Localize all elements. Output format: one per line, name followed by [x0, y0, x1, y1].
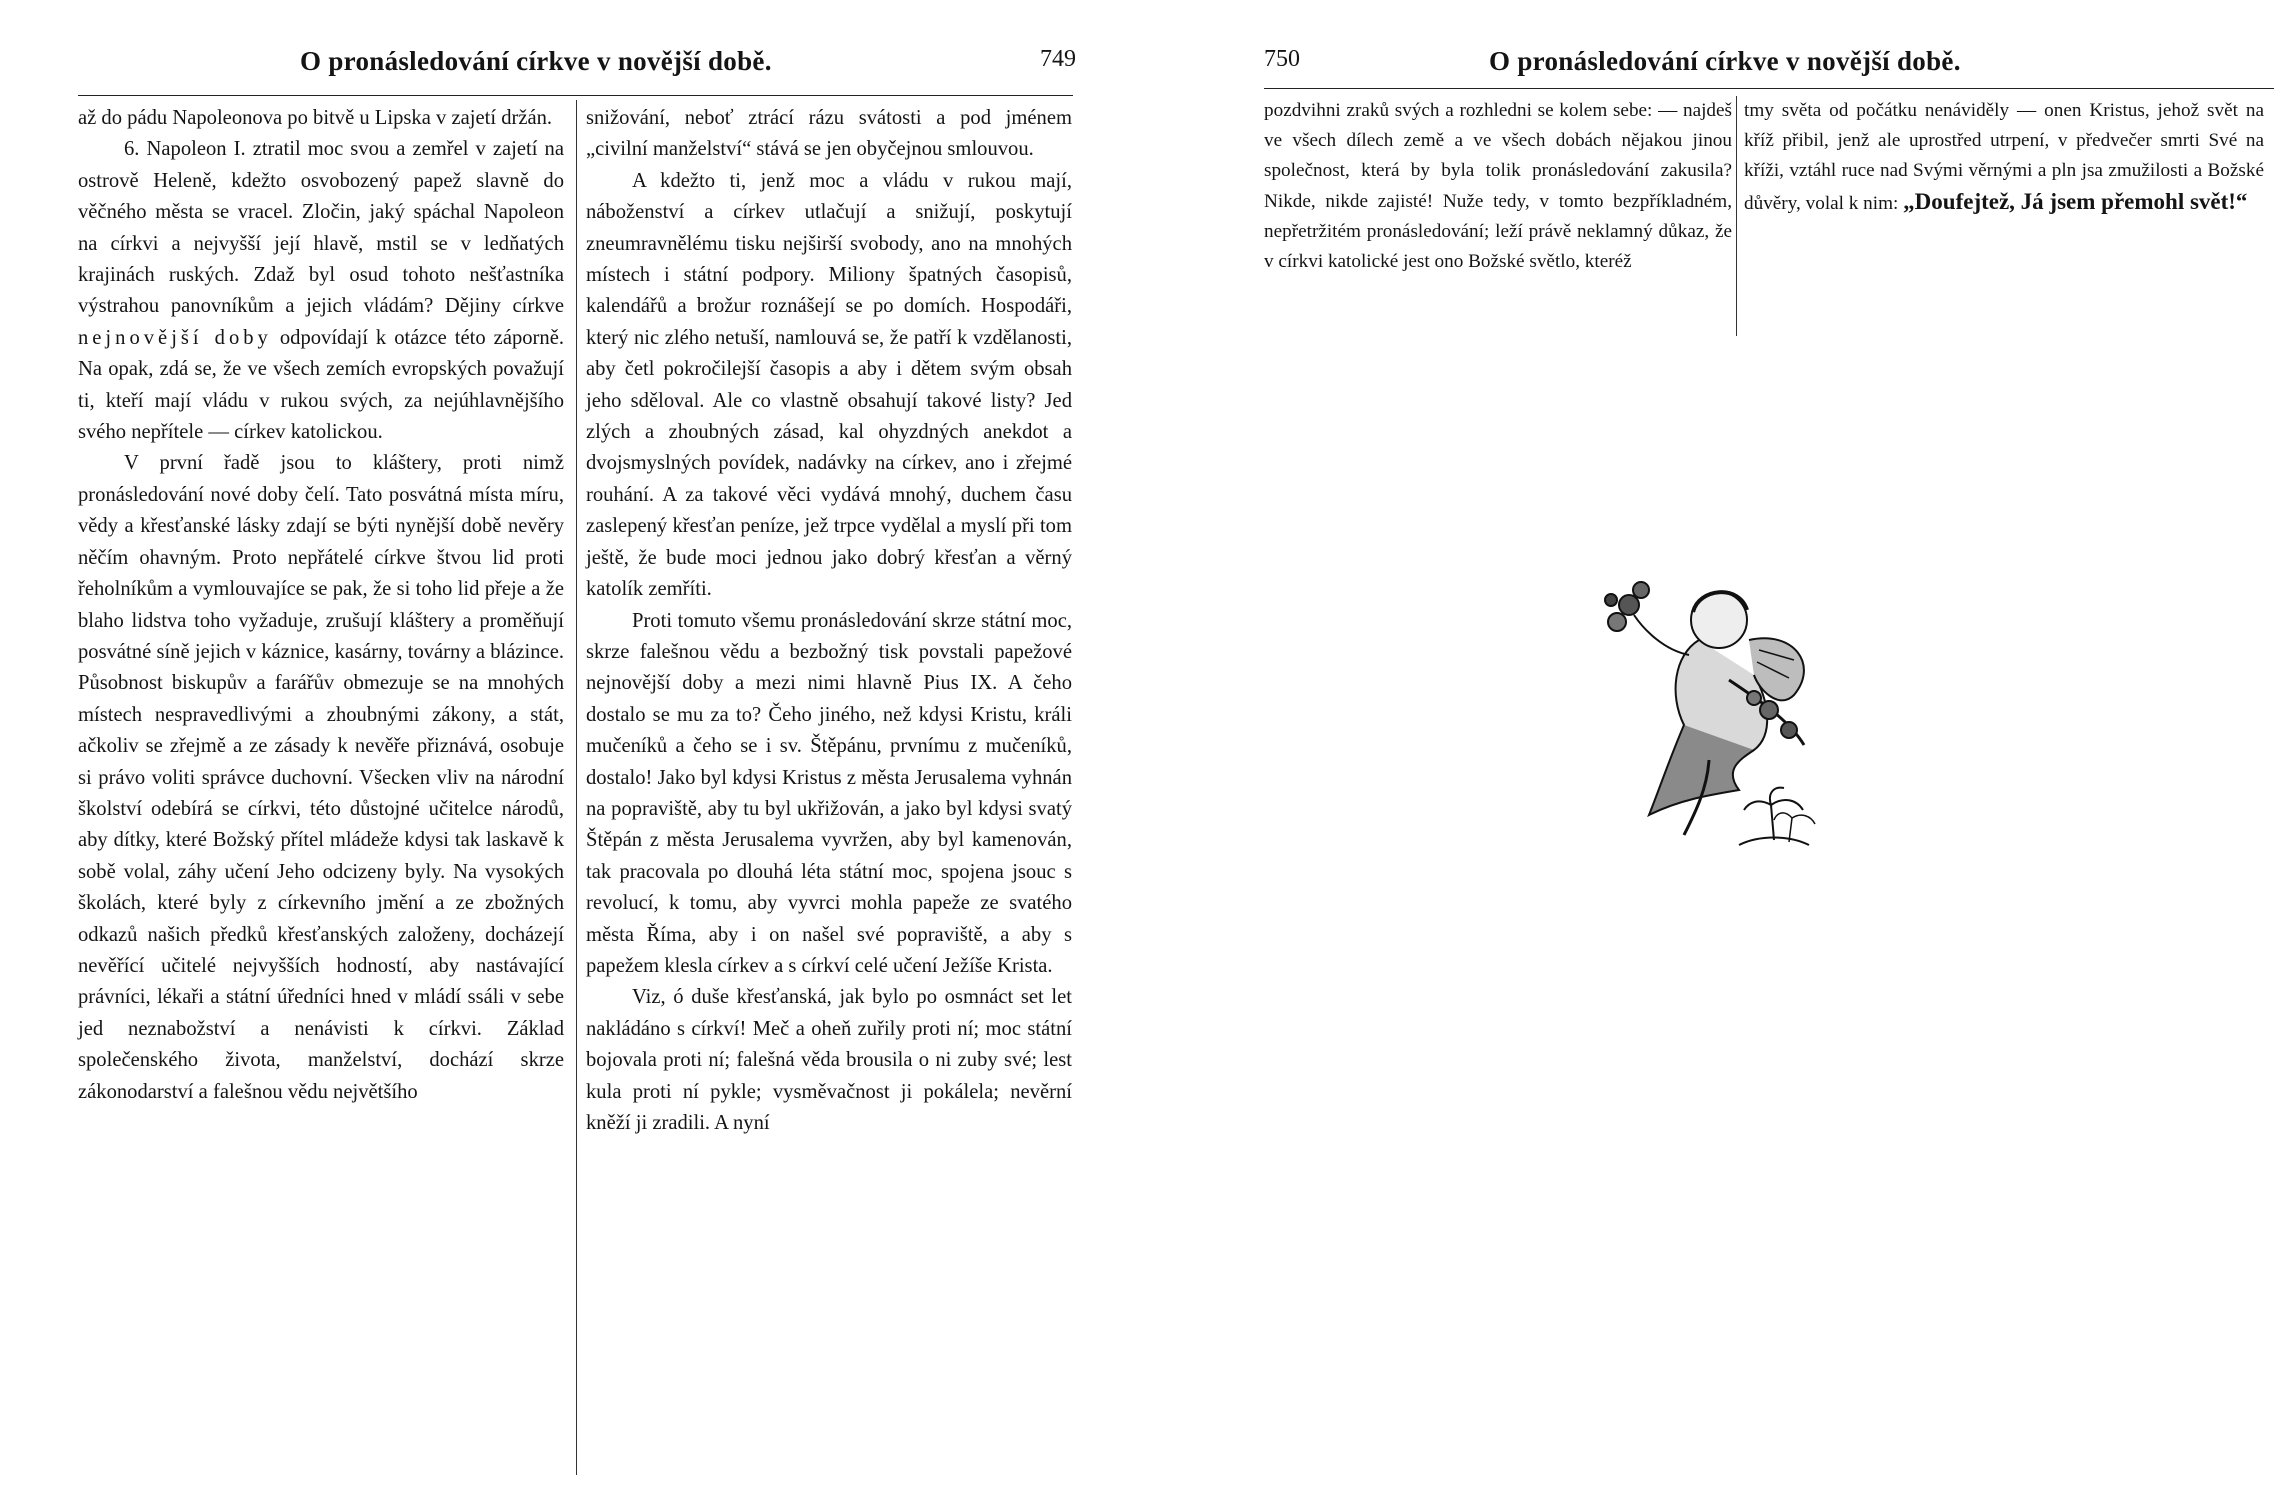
left-page-header — [300, 44, 860, 78]
left-running-title: O pronásledování církve v novější době. — [300, 45, 772, 76]
left-header-rule — [78, 95, 1073, 96]
left-column-divider — [576, 100, 577, 1475]
right-column-2 — [1744, 96, 2264, 219]
right-page-header — [1489, 44, 2049, 78]
cherub-vignette-icon — [1589, 560, 1829, 860]
paragraph-text: 6. Napoleon I. ztratil moc svou a zemřel v zajetí na ostrově Heleně, kdežto osvobozený papež slavně do věčného města se vracel. Zločin, jaký spáchal Napoleon na církvi a nejvyšší její hlavě, mstil se v ledňatých krajinách ruských. Zdaž byl osud tohoto nešťastníka výstrahou panovníkům a jejich vládám? Dějiny církve — [78, 138, 564, 318]
right-page — [1139, 0, 2278, 1500]
paragraph: snižování, neboť ztrácí rázu svátosti a pod jménem „civilní manželství“ stává se jen obyčejnou smlouvou. — [586, 107, 1072, 161]
right-column-divider — [1736, 96, 1737, 336]
right-page-number: 750 — [1264, 46, 1300, 72]
spaced-emphasis: nejnovější doby — [78, 326, 272, 349]
paragraph-text: tmy světa od počátku nenáviděly — onen Kristus, jehož svět na kříž přibil, jenž ale uprostřed utrpení, v předvečer smrti Své na kříži, vztáhl ruce nad Svými věrnými a pln jsa zmužilosti a Božské důvěry, volal k nim: — [1744, 100, 2264, 214]
paragraph: V první řadě jsou to kláštery, proti nimž pronásledování nové doby čelí. Tato posvátná místa míru, vědy a křesťanské lásky zdají se býti nynější době nevěry něčím ohavným. Proto nepřátelé církve štvou lid proti řeholníkům a vymlouvajíce se pak, že si toho lid přeje a že blaho lidstva toho vyžaduje, zrušují kláštery a proměňují posvátné síně jejich v káznice, kasárny, továrny a blázince. Působnost biskupův a farářův obmezuje se na mnohých místech nespravedlivými a zhoubnými zákony, a stát, ačkoliv se zřejmě a ze zásady k nevěře přiznává, osobuje si právo voliti správce duchovní. Všecken vliv na národní školství odebírá se církvi, této důstojné učitelce národů, aby dítky, které Božský přítel mládeže kdysi tak laskavě k sobě volal, záhy učení Jeho odcizeny byly. Na vysokých školách, které byly z církevního jmění a ze zbožných odkazů našich předků křesťanských založeny, docházejí nevěřící učitelé nejvyšších hodností, aby nastávající právníci, lékaři a státní úředníci hned v mládí ssáli v sebe jed neznabožství a nenávisti k církvi. Základ společenského života, manželství, dochází skrze zákonodarství a falešnou vědu největšího — [78, 452, 564, 1103]
paragraph: až do pádu Napoleonova po bitvě u Lipska v zajetí držán. — [78, 107, 553, 129]
right-running-title: O pronásledování církve v novější době. — [1489, 45, 1961, 76]
left-column-2 — [586, 103, 1072, 1139]
paragraph-text: odpovídají k otázce této záporně. Na opak, zdá se, že ve všech zemích evropských považují ti, kteří mají vládu v rukou svých, za nejúhlavnějšího svého nepřítele — církev katolickou. — [78, 326, 564, 444]
right-column-1 — [1264, 96, 1732, 277]
paragraph: Viz, ó duše křesťanská, jak bylo po osmnáct set let nakládáno s církví! Meč a oheň zuřily proti ní; moc státní bojovala proti ní; falešná věda brousila o ni zuby své; lest kula proti ní pykle; vysměvačnost ji pokálela; nevěrní kněží ji zradili. A nyní — [586, 986, 1072, 1134]
paragraph: A kdežto ti, jenž moc a vládu v rukou mají, náboženství a církev utlačují a snižují, poskytují zneumravnělému tisku nejširší svobody, ano na mnohých místech i státní podpory. Miliony špatných časopisů, kalendářů a brožur roznášejí se po domích. Hospodáři, který nic zlého netuší, namlouvá se, že patří k vzdělanosti, aby četl pokročilejší časopis a aby i dětem svým obsah jeho sděloval. Ale co vlastně obsahují takové listy? Jed zlých a zhoubných zásad, kal ohyzdných anekdot a dvojsmyslných povídek, nadávky na církev, ano i zřejmé rouhání. A za takové věci vydává mnohý, duchem času zaslepený křesťan peníze, jež trpce vydělal a myslí při tom ještě, že bude moci jednou jako dobrý křesťan a věrný katolík zemříti. — [586, 169, 1072, 601]
paragraph: Proti tomuto všemu pronásledování skrze státní moc, skrze falešnou vědu a bezbožný tisk povstali papežové nejnovější doby a mezi nimi hlavně Pius IX. A čeho dostalo se mu za to? Čeho jiného, než kdysi Kristu, králi mučeníků a čeho se i sv. Štěpánu, prvnímu z mučeníků, dostalo! Jako byl kdysi Kristus z města Jerusalema vyhnán na popraviště, aby tu byl ukřižován, a jako byl kdysi svatý Štěpán z města Jerusalema vyvržen, aby byl kamenován, tak pracovala po dlouhá léta státní moc, spojena jsouc s revolucí, k tomu, aby vyvrci mohla papeže ze svatého města Říma, aby i on našel své popraviště, a aby s papežem klesla církev a s církví celé učení Ježíše Krista. — [586, 609, 1072, 977]
left-page-number: 749 — [1040, 46, 1076, 72]
left-column-1 — [78, 103, 564, 1108]
paragraph — [1744, 96, 2264, 219]
right-header-rule — [1264, 88, 2274, 89]
bold-quote: „Doufejtež, Já jsem přemohl svět!“ — [1903, 188, 2248, 214]
paragraph: pozdvihni zraků svých a rozhledni se kolem sebe: — najdeš ve všech dílech země a ve všech dobách nějakou jinou společnost, která by byla tolik pronásledování zakusila? Nikde, nikde zajisté! Nuže tedy, v tomto bezpříkladném, nepřetržitém pronásledování; leží právě neklamný důkaz, že v církvi katolické jest ono Božské světlo, kteréž — [1264, 100, 1732, 273]
paragraph — [78, 134, 564, 448]
